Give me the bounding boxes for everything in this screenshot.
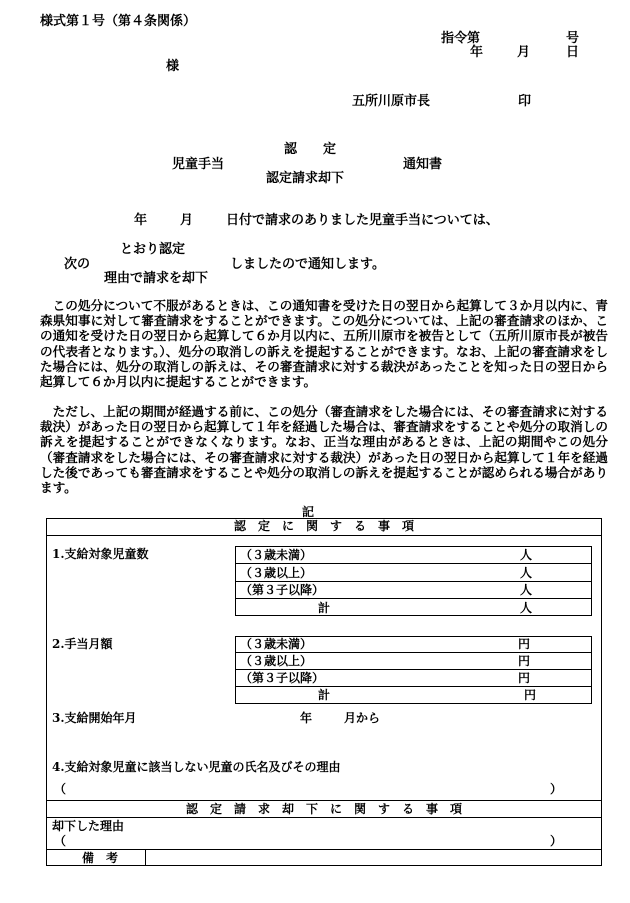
item1-row-label: （３歳未満）: [240, 548, 313, 562]
item4-open-paren: （: [54, 782, 67, 796]
intro-year: 年: [134, 213, 148, 228]
item2-total-unit: 円: [524, 688, 537, 702]
item3-label: 3.支給開始年月: [52, 711, 137, 725]
issuer-name: 五所川原市長: [352, 94, 431, 109]
number-suffix: 号: [566, 31, 580, 46]
ki-label: 記: [302, 505, 315, 519]
item1-row-label: （第３子以降）: [240, 583, 325, 597]
remarks-label: 備 考: [82, 851, 119, 865]
item4-close-paren: ）: [550, 782, 563, 796]
item2-row-unit: 円: [518, 654, 531, 668]
intro-shimashita: しましたので通知します。: [230, 257, 385, 272]
item3-month-from: 月から: [344, 711, 381, 725]
table-header-kyakka: 認 定 請 求 却 下 に 関 す る 事 項: [185, 802, 462, 816]
item1-row-unit: 人: [520, 548, 533, 562]
intro-month: 月: [180, 213, 194, 228]
reject-reason-label: 却下した理由: [52, 819, 125, 833]
table-header-nintei: 認 定 に 関 す る 事 項: [233, 519, 414, 533]
divider: [145, 849, 146, 866]
item1-label: 1.支給対象児童数: [52, 547, 149, 561]
directive-no-label: 指令第: [441, 31, 481, 46]
divider: [46, 817, 602, 818]
seal-mark: 印: [518, 94, 532, 109]
intro-tsugino: 次の: [64, 257, 91, 272]
title-nintei: 認 定: [284, 142, 337, 157]
item2-row-label: （第３子以降）: [240, 671, 325, 685]
item2-row-label: （３歳以上）: [240, 654, 313, 668]
form-id: 様式第１号（第４条関係）: [40, 14, 197, 29]
item4-label: 4.支給対象児童に該当しない児童の氏名及びその理由: [52, 760, 341, 774]
item2-row-label: （３歳未満）: [240, 637, 313, 651]
reject-close-paren: ）: [550, 834, 563, 848]
date-month-label: 月: [517, 45, 531, 60]
item2-row-unit: 円: [518, 637, 531, 651]
body-paragraph-2: ただし、上記の期間が経過する前に、この処分（審査請求をした場合には、その審査請求に対する裁決）があった日の翌日から起算して１年を経過した場合は、審査請求をすることや処分の取消しの訴えを提起することができなくなります。なお、正当な理由があるときは、上記の期間やこの処分（審査請求をした場合には、その審査請求に対する裁決）があった日の翌日から起算して１年を経過した後であっても審査請求をすることや処分の取消しの訴えを提起することが認められる場合があります。: [40, 404, 608, 496]
item1-row-unit: 人: [520, 583, 533, 597]
date-year-label: 年: [470, 45, 484, 60]
divider: [235, 598, 592, 599]
addressee-suffix: 様: [166, 59, 180, 74]
divider: [46, 535, 602, 536]
item2-row-unit: 円: [518, 671, 531, 685]
title-jido-teate: 児童手当: [172, 157, 225, 172]
date-day-label: 日: [566, 45, 580, 60]
title-kyakka: 認定請求却下: [266, 171, 345, 186]
item2-total-label: 計: [318, 688, 331, 702]
divider: [235, 686, 592, 687]
divider: [235, 563, 592, 564]
title-tsuchisho: 通知書: [403, 157, 443, 172]
remarks-field[interactable]: [150, 850, 596, 865]
body-paragraph-1: この処分について不服があるときは、この通知書を受けた日の翌日から起算して３か月以内に、青森県知事に対して審査請求をすることができます。この処分については、上記の審査請求のほか、この通知を受けた日の翌日から起算して６か月以内に、五所川原市を被告として（五所川原市長が被告の代表者となります。）、処分の取消しの訴えを提起することができます。なお、上記の審査請求をした場合には、処分の取消しの訴えは、その審査請求に対する裁決があったことを知った日の翌日から起算して６か月以内に提起することができます。: [40, 298, 608, 390]
item1-total-label: 計: [318, 601, 331, 615]
item1-row-unit: 人: [520, 566, 533, 580]
item1-total-unit: 人: [520, 601, 533, 615]
item3-year: 年: [300, 711, 313, 725]
item1-row-label: （３歳以上）: [240, 566, 313, 580]
intro-option-nintei: とおり認定: [120, 242, 186, 257]
intro-text: 日付で請求のありました児童手当については、: [226, 213, 499, 228]
item2-label: 2.手当月額: [52, 637, 113, 651]
reject-open-paren: （: [54, 834, 67, 848]
intro-option-kyakka: 理由で請求を却下: [104, 271, 209, 286]
